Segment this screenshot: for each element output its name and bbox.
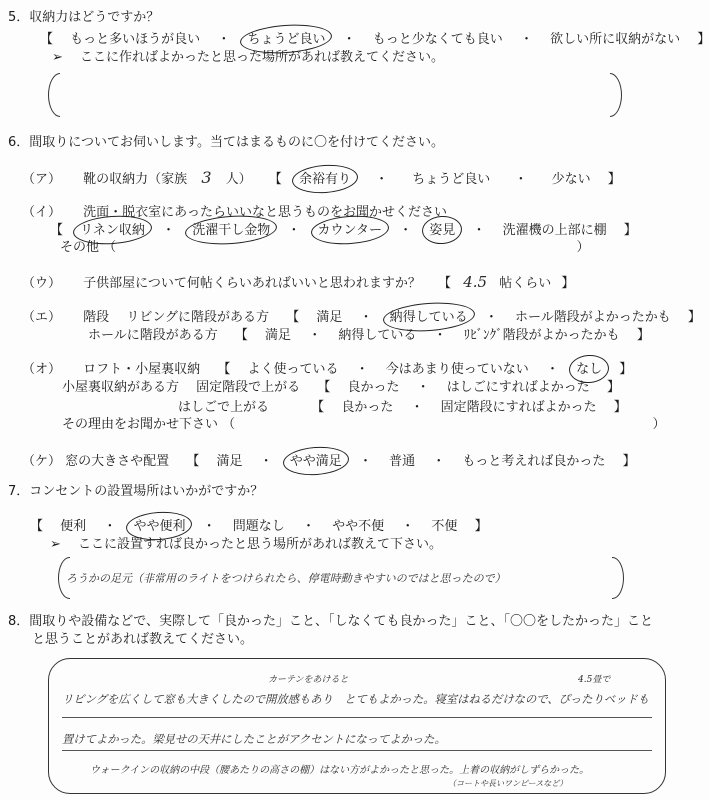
option: ちょうど良い [412,172,491,187]
option: 満足 [316,310,343,325]
option: やや不便 [332,519,385,534]
q7-handwritten-answer: ろうかの足元（非常用のライトをつけられたら、停電時動きやすいのではと思ったので） [66,572,506,585]
separator: ・ [514,172,528,187]
option: 固定階段にすればよかった [440,400,597,415]
bracket-close: 】 [687,310,701,325]
separator: ・ [484,310,498,325]
option: ちょうど良い [247,32,326,47]
option: 欲しい所に収納がない [550,32,681,47]
option: 満足 [265,328,292,343]
family-count-answer: 3 [201,168,212,187]
question-text: はしごで上がる [178,400,270,415]
q5-title: 5．収納力はどうですか？ [8,10,160,25]
separator: ・ [410,400,424,415]
question-text: 固定階段で上がる [196,380,301,395]
arrow-icon: ➢ [52,50,63,65]
bracket-open: 【 [311,400,325,415]
bracket-close: 】 [623,223,637,238]
question-text: 靴の収納力（家族 [83,172,188,187]
option: やや便利 [133,519,186,534]
option: はしごにすればよかった [446,380,590,395]
option: 便利 [60,519,87,534]
separator: ・ [545,362,559,377]
separator: ・ [359,310,373,325]
item-label: （イ） [22,205,62,220]
option: 問題なし [232,519,285,534]
q5-answer-paren-right [610,73,622,117]
option: カウンター [317,223,382,238]
unit-text: 人） [225,172,252,187]
question-text: リビングに階段がある方 [126,310,270,325]
question-text: 子供部屋について何帖くらいあればいいと思われますか？ [83,276,421,291]
bracket-close: 】 [474,519,488,534]
bracket-close: 】 [613,400,627,415]
option: もっと多いほうが良い [70,32,201,47]
answer-rule-line [62,717,652,718]
bracket-close: 】 [636,328,650,343]
item-label: （エ） [22,310,62,325]
topic-text: 階段 [83,310,110,325]
option: なし [576,362,603,377]
bracket-open: 【 [234,328,248,343]
question-text: 洗面・脱衣室にあったらいいなと思うものをお聞かせください [83,205,448,220]
separator: ・ [308,328,322,343]
separator: ・ [416,380,430,395]
q8-note-curtain: カーテンをあけると [268,675,349,685]
bracket-open: 【 [217,362,231,377]
option: リネン収納 [80,223,145,238]
q8-answer-line: ウォークインの収納の中段（腰あたりの高さの棚）はない方がよかったと思った。上着の収納がしずらかった。 [90,765,590,776]
q6-o-row [22,362,632,378]
q5-answer-paren-left [48,73,60,117]
q5-options [40,32,710,48]
q7-answer-paren-right [612,557,624,599]
q7-prompt: ここに設置すれば良かったと思う場所があれば教えて下さい。 [78,537,443,552]
reason-label: その理由をお聞かせ下さい [62,417,219,432]
q6-ke-row [22,454,636,470]
q5-prompt: ここに作ればよかったと思った場所があれば教えてください。 [80,50,445,65]
option: 少ない [551,172,591,187]
option: 納得している [389,310,468,325]
item-label: （オ） [22,362,62,377]
separator: ・ [103,519,117,534]
bracket-open: 【 [40,32,54,47]
separator: ・ [259,454,273,469]
paren-close: ） [652,417,666,432]
separator: ・ [301,519,315,534]
q6-title: 6．間取りについてお伺いします。当てはまるものに〇を付けてください。 [8,135,444,150]
q6-o-ladder-row [178,400,627,416]
q7-options [30,519,488,535]
q6-e-hall-row [88,328,650,344]
option: 納得している [338,328,417,343]
option: よく使っている [247,362,339,377]
q7-prompt-row [50,537,442,553]
separator: ・ [519,32,533,47]
attic-label: 小屋裏収納がある方 [62,380,180,395]
separator: ・ [432,454,446,469]
bracket-open: 【 [186,454,200,469]
separator: ・ [287,223,301,238]
option: もっと少なくても良い [372,32,503,47]
other-label: その他 [60,240,100,255]
item-label: （ウ） [22,276,62,291]
separator: ・ [342,32,356,47]
q8-answer-line: 置けてよかった。梁見せの天井にしたことがアクセントになってよかった。 [62,733,446,746]
option: やや満足 [289,454,342,469]
q6-i-other-row [60,240,589,256]
q8-answer-line: リビングを広くして窓も大きくしたので開放感もあり とてもよかった。寝室はねるだけなので、ぴったりベッドも [62,693,649,706]
separator: ・ [401,519,415,534]
separator: ・ [433,328,447,343]
option: 洗濯干し金物 [192,223,271,238]
bracket-open: 【 [268,172,282,187]
q7-title: 7．コンセントの設置場所はいかがですか？ [8,484,264,499]
bracket-close: 】 [619,362,633,377]
q6-o-reason-row [62,417,665,433]
option: 良かった [341,400,394,415]
q8-title-line1: 8．間取りや設備などで、実際して「良かった」こと、「しなくても良かった」こと、「〇〇をしたかった」こと [8,614,654,629]
paren-close: ） [576,240,590,255]
separator: ・ [217,32,231,47]
item-label: （ケ） [22,454,62,469]
bracket-close: 】 [622,454,636,469]
option: 普通 [389,454,416,469]
question-text: ホールに階段がある方 [88,328,218,343]
unit-text: 帖くらい [499,276,552,291]
separator: ・ [472,223,486,238]
bracket-close: 】 [607,172,621,187]
paren-open: （ [103,240,117,255]
option: 姿見 [429,223,456,238]
q6-u-row [22,274,574,292]
bracket-open: 【 [30,519,44,534]
option: 不便 [431,519,458,534]
answer-rule-line [62,750,652,751]
room-size-answer: 4.5 [463,273,488,291]
bracket-open: 【 [50,223,64,238]
option: 満足 [216,454,243,469]
separator: ・ [399,223,413,238]
question-text: 窓の大きさや配置 [65,454,170,469]
separator: ・ [202,519,216,534]
bracket-close: 】 [697,32,710,47]
bracket-open: 【 [438,276,452,291]
option: 今はあまり使っていない [385,362,529,377]
paren-open: （ [222,417,236,432]
arrow-icon: ➢ [50,537,61,552]
option: ﾘﾋﾞﾝｸﾞ階段がよかったかも [463,328,620,343]
bracket-open: 【 [286,310,300,325]
q8-note-coats: （コートや長いワンピースなど） [448,779,568,788]
option: もっと考えれば良かった [462,454,606,469]
separator: ・ [355,362,369,377]
q6-o-fixed-row [62,380,620,396]
bracket-close: 】 [561,276,575,291]
option: ホール階段がよかったかも [514,310,671,325]
q6-e-living-row [22,310,701,326]
bracket-close: 】 [606,380,620,395]
separator: ・ [358,454,372,469]
topic-text: ロフト・小屋裏収納 [83,362,201,377]
bracket-open: 【 [317,380,331,395]
q6-a-row [22,170,621,188]
item-label: （ア） [22,172,62,187]
option: 余裕有り [298,172,351,187]
q8-title-line2: と思うことがあれば教えてください。 [32,632,254,647]
q8-note-room-size: 4.5畳で [578,675,611,685]
option: 洗濯機の上部に棚 [502,223,607,238]
separator: ・ [375,172,389,187]
option: 良かった [347,380,400,395]
q6-i-row [22,205,447,221]
q5-prompt-row [52,50,444,66]
separator: ・ [162,223,176,238]
q6-i-options [50,223,637,239]
